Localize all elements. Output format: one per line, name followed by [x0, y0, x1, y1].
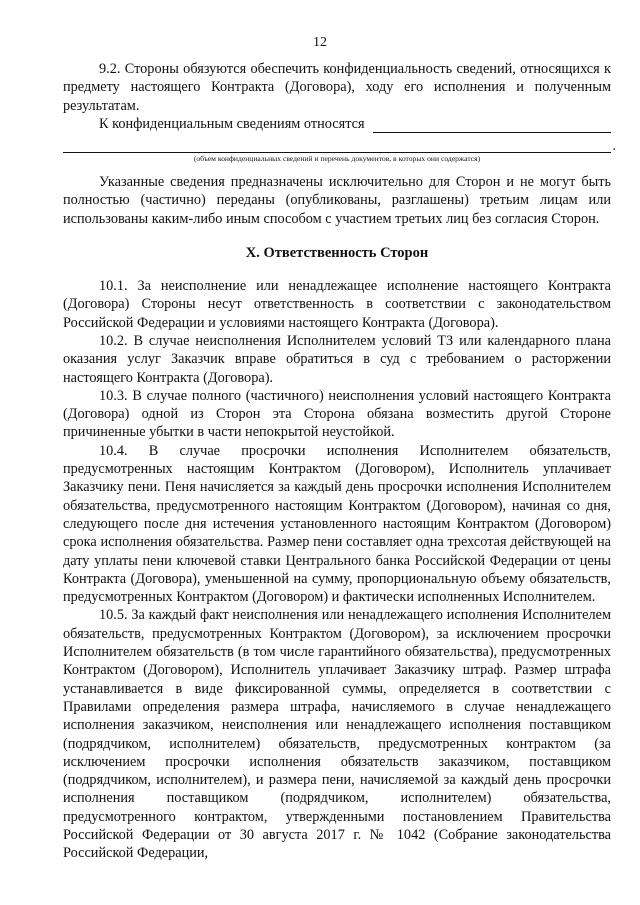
- clause-10-3: 10.3. В случае полного (частичного) неисполнения условий настоящего Контракта (Договора) одной из Сторон эта Сторона обязана возместить другой Стороне причиненные убытки в части непокрытой неустойкой.: [63, 387, 611, 441]
- clause-9-2: 9.2. Стороны обязуются обеспечить конфиденциальность сведений, относящихся к предмету настоящего Контракта (Договора), ходу его исполнения и полученным результатам.: [63, 61, 611, 114]
- confidential-blank-line: [373, 118, 611, 133]
- page-number: 12: [313, 35, 327, 50]
- clause-10-2: 10.2. В случае неисполнения Исполнителем условий ТЗ или календарного плана оказания услуг Заказчик вправе обратиться в суд с требованием о расторжении настоящего Контракта (Договора).: [63, 332, 611, 386]
- restriction-paragraph: Указанные сведения предназначены исключительно для Сторон и не могут быть полностью (частично) переданы (опубликованы, разглашены) третьим лицам или использованы каким-либо иным способом с участием третьих лиц без согласия Сторон.: [63, 174, 611, 227]
- clause-10-5: 10.5. За каждый факт неисполнения или ненадлежащего исполнения Исполнителем обязательств, предусмотренных Контрактом (Договором), за исключением просрочки Исполнителем обязательств (в том числе гарантийного обязательства), предусмотренных Контрактом (Договором), Исполнитель уплачивает Заказчику штраф. Размер штрафа устанавливается в виде фиксированной суммы, определяется в соответствии с Правилами определения размера штрафа, начисляемого в случае ненадлежащего исполнения заказчиком, неисполнения или ненадлежащего исполнения поставщиком (подрядчиком, исполнителем) обязательств, предусмотренных контрактом (за исключением просрочки исполнения обязательств заказчиком, поставщиком (подрядчиком, исполнителем), и размера пени, начисляемой за каждый день просрочки исполнения поставщиком (подрядчиком, исполнителем) обязательства, предусмотренного контрактом, утвержденными постановлением Правительства Российской Федерации от 30 августа 2017 г. № 1042 (Собрание законодательства Российской Федерации,: [63, 607, 611, 862]
- footnote-caption: (объем конфиденциальных сведений и перечень документов, в которых они содержатся): [193, 154, 481, 164]
- section-title: X. Ответственность Сторон: [245, 245, 429, 262]
- clause-10-1: 10.1. За неисполнение или ненадлежащее исполнение настоящего Контракта (Договора) Стороны несут ответственность в соответствии с законодательством Российской Федерации и условиями настоящего Контракта (Договора).: [63, 278, 611, 331]
- confidential-label: К конфиденциальным сведениям относятся: [99, 115, 365, 132]
- second-blank-line: [63, 133, 616, 154]
- confidential-info-row: [63, 115, 611, 133]
- document-body: [63, 60, 616, 863]
- clause-10-4: 10.4. В случае просрочки исполнения Исполнителем обязательств, предусмотренных настоящим Контрактом (Договором), Исполнитель уплачивает Заказчику пени. Пеня начисляется за каждый день просрочки исполнения Исполнителем обязательства, предусмотренного настоящим Контрактом (Договором), начиная со дня, следующего после дня истечения установленного настоящим Контрактом (Договором) срока исполнения обязательства. Размер пени составляет одна трехсотая действующей на дату уплаты пени ключевой ставки Центрального банка Российской Федерации от цены Контракта (Договора), уменьшенной на сумму, пропорциональную объему обязательств, предусмотренных Контрактом (Договором) и фактически исполненных Исполнителем.: [63, 442, 611, 606]
- trailing-period: .: [612, 138, 616, 154]
